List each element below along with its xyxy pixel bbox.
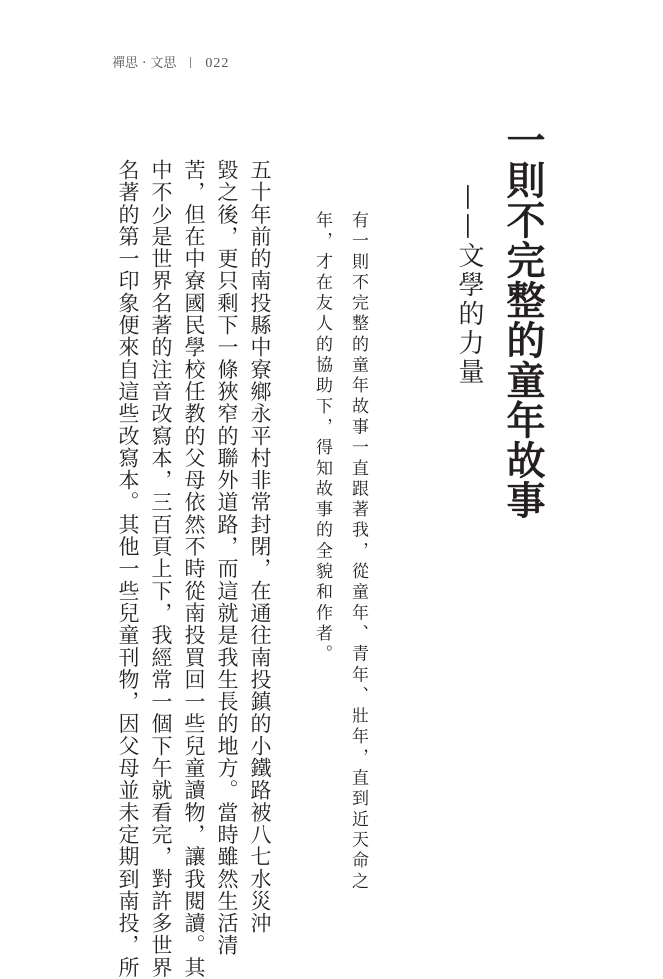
intro-line: 有一則不完整的童年故事一直跟著我，從童年、青年、壯年，直到近天命之 <box>348 211 368 893</box>
running-header <box>112 52 229 72</box>
chapter-subtitle: ——文學的力量 <box>454 184 484 387</box>
body-line: 毀之後，更只剩下一條狹窄的聯外道路，而這就是我生長的地方。當時雖然生活清 <box>215 159 239 957</box>
header-divider <box>190 57 191 68</box>
book-title: 禪思 ‧ 文思 <box>112 56 177 71</box>
intro-paragraph <box>304 211 376 892</box>
body-paragraph <box>111 159 276 979</box>
body-line: 苦，但在中寮國民學校任教的父母依然不時從南投買回一些兒童讀物，讓我閱讀。其 <box>182 159 206 979</box>
chapter-title: 一則不完整的童年故事 <box>500 120 546 520</box>
body-line: 五十年前的南投縣中寮鄉永平村非常封閉，在通往南投鎮的小鐵路被八七水災沖 <box>248 159 272 935</box>
page-number: 022 <box>205 56 230 71</box>
intro-line: 年，才在友人的協助下，得知故事的全貌和作者。 <box>312 211 332 666</box>
body-line: 中不少是世界名著的注音改寫本，三百頁上下，我經常一個下午就看完，對許多世界 <box>149 159 173 979</box>
body-line: 名著的第一印象便來自這些改寫本。其他一些兒童刊物，因父母並未定期到南投，所 <box>116 159 140 979</box>
